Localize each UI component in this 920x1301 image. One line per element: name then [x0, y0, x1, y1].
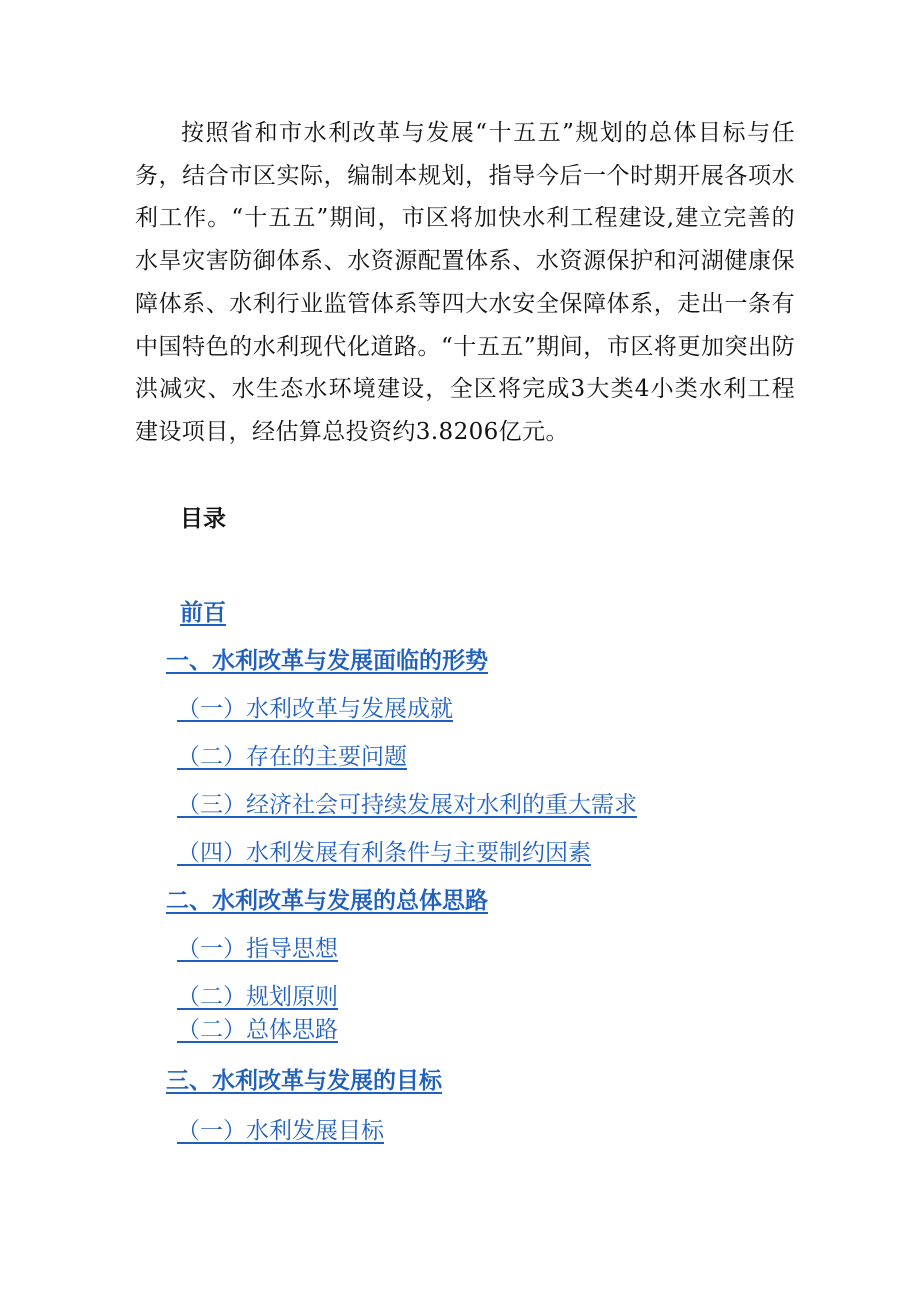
toc-link-section-1[interactable]: 一、水利改革与发展面临的形势: [166, 648, 488, 674]
toc-link-preface[interactable]: 前百: [180, 600, 226, 626]
toc-link-section-2-1[interactable]: （一）指导思想: [177, 936, 338, 962]
intro-paragraph: 按照省和市水利改革与发展“十五五”规划的总体目标与任务，结合市区实际，编制本规划，指导今后一个时期开展各项水利工作。“十五五”期间，市区将加快水利工程建设,建立完善的水旱灾害防御体系、水资源配置体系、水资源保护和河湖健康保障体系、水利行业监管体系等四大水安全保障体系，走出一条有中国特色的水利现代化道路。“十五五”期间，市区将更加突出防洪减灾、水生态水环境建设，全区将完成3大类4小类水利工程建设项目，经估算总投资约3.8206亿元。: [135, 120, 795, 445]
toc-heading: 目录: [180, 506, 226, 532]
toc-link-section-2[interactable]: 二、水利改革与发展的总体思路: [166, 888, 488, 914]
toc-link-section-3-1[interactable]: （一）水利发展目标: [177, 1118, 384, 1144]
toc-link-section-1-1[interactable]: （一）水利改革与发展成就: [177, 696, 453, 722]
toc-link-section-2-3[interactable]: （二）总体思路: [177, 1017, 338, 1043]
toc-link-section-1-3[interactable]: （三）经济社会可持续发展对水利的重大需求: [177, 792, 637, 818]
toc-link-section-1-2[interactable]: （二）存在的主要问题: [177, 744, 407, 770]
toc-link-section-3[interactable]: 三、水利改革与发展的目标: [166, 1068, 442, 1094]
toc-link-section-2-2[interactable]: （二）规划原则: [177, 984, 338, 1010]
toc-link-section-1-4[interactable]: （四）水利发展有利条件与主要制约因素: [177, 840, 591, 866]
